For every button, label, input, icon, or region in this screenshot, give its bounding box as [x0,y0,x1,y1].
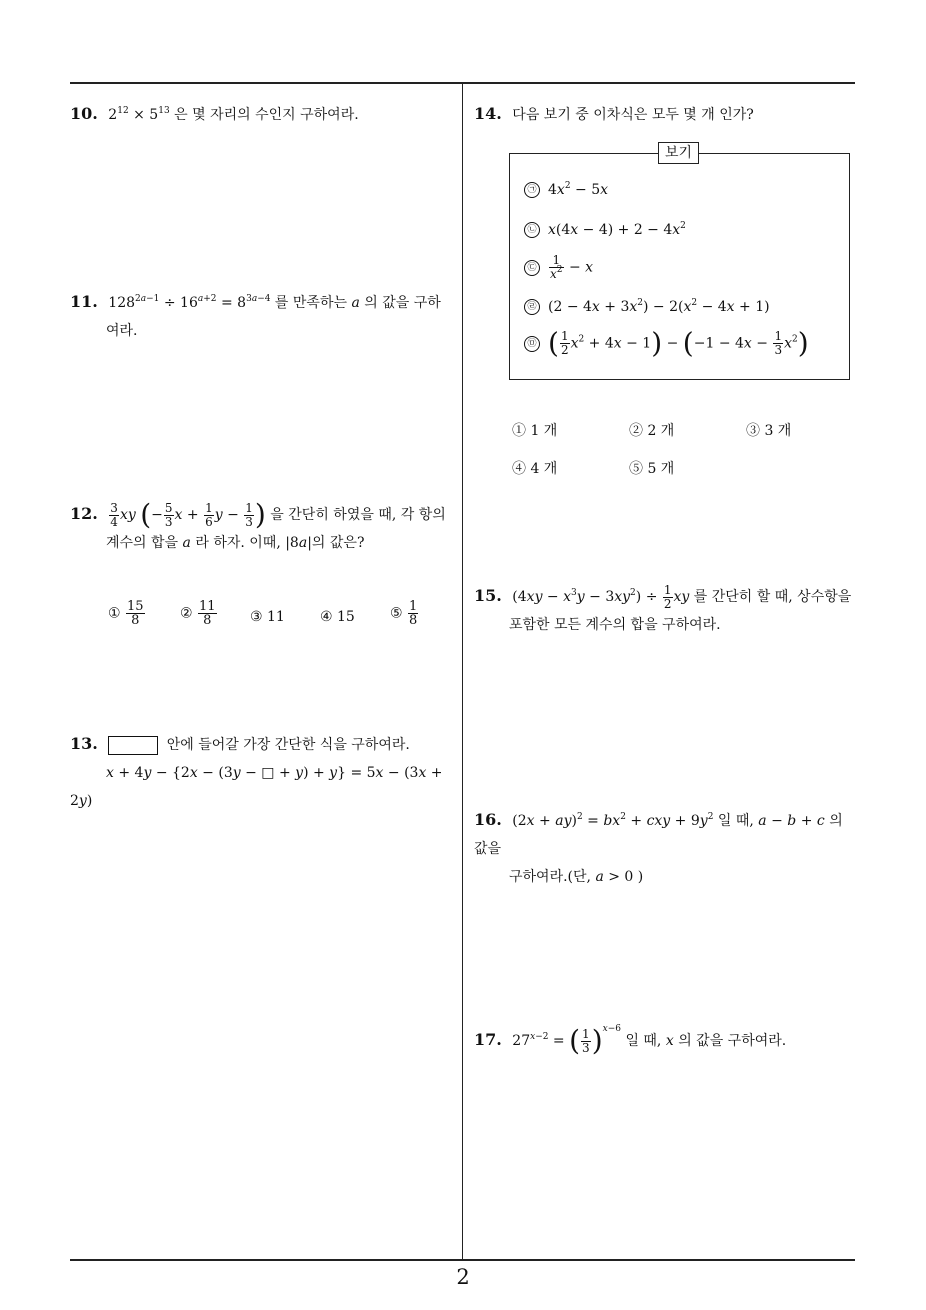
bogi-item-5: ㉤ ( $\frac{1}{2}$ $x^2 + 4x - 1) - (-1 - 4x$ − $\frac{1}{3}$ $x^2$) [524,330,809,357]
bogi-box [509,153,850,380]
question-text: 일 때, [625,1033,662,1049]
question-text-a: 을 간단히 하였을 때, 각 항의 [270,507,446,523]
column-divider [462,83,463,1259]
choice-1[interactable]: ① 1 개 [512,423,558,439]
question-text-b: 의 값을 구하여라. [678,1033,787,1049]
question-text-b: 의 값을 [474,813,843,857]
question-15: 15. $(4xy - x^3y - 3xy^2)$ ÷ $\frac{1}{2}$ xy 를 간단히 할 때, 상수항을 포함한 모든 계수의 합을 구하여라. [474,582,852,633]
question-17: 17. $27^{x-2}$ = ( $\frac{1}{3}$ )$^{x-6}$ 일 때, x 의 값을 구하여라. [474,1024,787,1057]
question-11: 11. $128^{2a-1} \div 16^{a+2} = 8^{3a-4}$ 를 만족하는 a 의 값을 구하 여라. [70,292,441,339]
bogi-label: 보기 [658,142,699,164]
question-text-c: 여라. [106,323,138,339]
bottom-rule [70,1259,855,1261]
choice-2[interactable]: ② $\frac{11}{8}$ [180,599,216,628]
bogi-item-3: ㉢ $\frac{1}{x^2}$ − x [524,254,593,281]
question-number: 16. [474,810,502,829]
choice-1[interactable]: ① $\frac{15}{8}$ [108,599,144,628]
question-text-a: 일 때, [717,813,754,829]
question-text: 다음 보기 중 이차식은 모두 몇 개 인가? [512,107,754,123]
question-text-a: 를 만족하는 [274,295,347,311]
question-number: 10. [70,104,98,123]
question-16: 16. $(2x + ay)^2 = bx^2$ + cxy + $9y^2$ 일 때, a − b + c 의 값을 구하여라.(단, a > 0 ) [474,810,843,885]
question-text-b: 의 값을 구하 [364,295,441,311]
question-14 [474,100,754,129]
choice-4[interactable]: ④ 4 개 [512,461,558,477]
choice-3[interactable]: ③ 11 [250,609,285,625]
choice-2[interactable]: ② 2 개 [629,423,675,439]
question-13: 13. 안에 들어갈 가장 간단한 식을 구하여라. x + 4y − {2x − (3y − □ + y) + y} = 5x − (3x + 2y) [70,734,443,809]
question-10: 10. $2^{12} \times 5^{13}$ 은 몇 자리의 수인지 구하여라. [70,104,359,123]
blank-box [108,736,158,755]
question-text-b: 계수의 합을 [106,535,179,551]
question-number: 17. [474,1030,502,1049]
page-number: 2 [456,1265,470,1289]
question-12: 12. $\frac{3}{4}$ xy (− $\frac{5}{3}$ x + $\frac{1}{6}$ y − $\frac{1}{3}$ ) 을 간단히 하였을 때, 각 항의 계수의 합을 a 라 하자. 이때, |8a|의 값은? [70,498,446,551]
question-text-d: 의 값은? [311,535,365,551]
choice-5[interactable]: ⑤ 5 개 [629,461,675,477]
question-text-b: 포함한 모든 계수의 합을 구하여라. [509,617,721,633]
question-text-a: 를 간단히 할 때, 상수항을 [693,589,852,605]
question-text-c: 라 하자. 이때, [195,535,281,551]
bogi-item-4: ㉣ $(2 - 4x + 3x^2) - 2(x^2 - 4x + 1)$ [524,299,770,315]
bogi-item-2: ㉡ $x(4x - 4) + 2 - 4x^2$ [524,222,686,238]
question-text-c: 구하여라.(단, [509,869,591,885]
bogi-item-1: ㉠ $4x^2 - 5x$ [524,182,608,198]
choice-4[interactable]: ④ 15 [320,609,355,625]
choice-5[interactable]: ⑤ $\frac{1}{8}$ [390,599,418,628]
question-text: 은 몇 자리의 수인지 구하여라. [174,107,359,123]
choice-3[interactable]: ③ 3 개 [746,423,792,439]
question-text: 안에 들어갈 가장 간단한 식을 구하여라. [166,737,410,753]
question-number: 13. [70,734,98,753]
question-number: 12. [70,504,98,523]
question-number: 11. [70,292,98,311]
question-number: 15. [474,586,502,605]
question-number: 14. [474,104,502,123]
